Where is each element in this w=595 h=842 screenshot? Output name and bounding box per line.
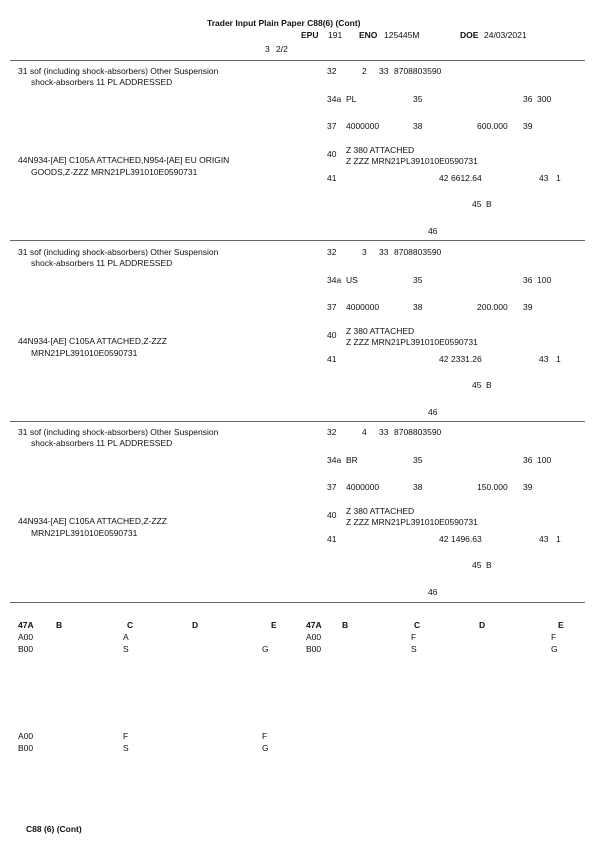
box-40-label: 40 bbox=[327, 149, 337, 159]
box-34a-label: 34a bbox=[327, 455, 342, 465]
tax-header-47a: 47A bbox=[18, 620, 34, 630]
box-45-label: 45 bbox=[472, 380, 482, 390]
box-43-label: 43 bbox=[539, 173, 549, 183]
box-37-label: 37 bbox=[327, 302, 337, 312]
box-43-value: 1 bbox=[556, 534, 561, 544]
box-34a-label: 34a bbox=[327, 275, 342, 285]
description-line-1: 31 sof (including shock-absorbers) Other Suspension bbox=[18, 427, 219, 437]
preference: 100 bbox=[537, 455, 552, 465]
procedure-code: 4000000 bbox=[346, 482, 380, 492]
net-mass: 150.000 bbox=[477, 482, 508, 492]
eno-value: 125445M bbox=[384, 30, 420, 40]
item-number: 2 bbox=[362, 66, 367, 76]
box-32-label: 32 bbox=[327, 427, 337, 437]
procedure-code: 4000000 bbox=[346, 121, 380, 131]
tax-header-c: C bbox=[127, 620, 134, 630]
box-40-line-2: Z ZZZ MRN21PL391010E0590731 bbox=[346, 337, 478, 347]
tax-cell: F bbox=[123, 731, 129, 741]
footer-form-id: C88 (6) (Cont) bbox=[26, 824, 82, 834]
box-33-label: 33 bbox=[379, 66, 389, 76]
epu-label: EPU bbox=[301, 30, 319, 40]
tax-cell: S bbox=[123, 644, 129, 654]
description-line-2: shock-absorbers 11 PL ADDRESSED bbox=[31, 438, 173, 448]
preference: 300 bbox=[537, 94, 552, 104]
box-36-label: 36 bbox=[523, 275, 533, 285]
box-39-label: 39 bbox=[523, 302, 533, 312]
doe-label: DOE bbox=[460, 30, 479, 40]
tax-cell: A00 bbox=[306, 632, 322, 642]
commodity-code: 8708803590 bbox=[394, 427, 442, 437]
tax-cell: F bbox=[262, 731, 268, 741]
item-number: 3 bbox=[362, 247, 367, 257]
item-block bbox=[0, 421, 595, 601]
doe-value: 24/03/2021 bbox=[484, 30, 527, 40]
box-44-line-1: 44N934-[AE] C105A ATTACHED,N954-[AE] EU ORIGIN bbox=[18, 155, 230, 165]
tax-cell: A00 bbox=[18, 731, 34, 741]
tax-cell: G bbox=[262, 743, 269, 753]
box-32-label: 32 bbox=[327, 66, 337, 76]
commodity-code: 8708803590 bbox=[394, 247, 442, 257]
tax-cell: F bbox=[411, 632, 417, 642]
box-35-label: 35 bbox=[413, 455, 423, 465]
box-40-line-1: Z 380 ATTACHED bbox=[346, 506, 415, 516]
tax-cell: G bbox=[551, 644, 558, 654]
box-38-label: 38 bbox=[413, 121, 423, 131]
origin-country: BR bbox=[346, 455, 358, 465]
box-38-label: 38 bbox=[413, 302, 423, 312]
box-42-label: 42 bbox=[439, 173, 449, 183]
box-40-line-1: Z 380 ATTACHED bbox=[346, 326, 415, 336]
tax-cell: F bbox=[551, 632, 557, 642]
box-34a-label: 34a bbox=[327, 94, 342, 104]
item-block bbox=[0, 60, 595, 240]
tax-header-b: B bbox=[56, 620, 63, 630]
description-line-1: 31 sof (including shock-absorbers) Other Suspension bbox=[18, 247, 219, 257]
tax-header-e: E bbox=[271, 620, 277, 630]
tax-cell: S bbox=[123, 743, 129, 753]
tax-header-d: D bbox=[479, 620, 486, 630]
box-44-line-2: MRN21PL391010E0590731 bbox=[31, 528, 138, 538]
box-39-label: 39 bbox=[523, 121, 533, 131]
box-45-value: B bbox=[486, 380, 492, 390]
tax-header-47a: 47A bbox=[306, 620, 322, 630]
tax-cell: B00 bbox=[18, 743, 34, 753]
box-46-label: 46 bbox=[428, 587, 438, 597]
box-43-value: 1 bbox=[556, 354, 561, 364]
box-44-line-1: 44N934-[AE] C105A ATTACHED,Z-ZZZ bbox=[18, 336, 167, 346]
box-43-label: 43 bbox=[539, 534, 549, 544]
box-40-label: 40 bbox=[327, 510, 337, 520]
description-line-2: shock-absorbers 11 PL ADDRESSED bbox=[31, 258, 173, 268]
box-42-label: 42 bbox=[439, 354, 449, 364]
item-value: 6612.64 bbox=[451, 173, 482, 183]
tax-header-e: E bbox=[558, 620, 564, 630]
box-45-label: 45 bbox=[472, 199, 482, 209]
box-40-label: 40 bbox=[327, 330, 337, 340]
box-33-label: 33 bbox=[379, 247, 389, 257]
tax-cell: A00 bbox=[18, 632, 34, 642]
box-41-label: 41 bbox=[327, 354, 337, 364]
box-37-label: 37 bbox=[327, 482, 337, 492]
origin-country: US bbox=[346, 275, 358, 285]
box-39-label: 39 bbox=[523, 482, 533, 492]
description-line-1: 31 sof (including shock-absorbers) Other Suspension bbox=[18, 66, 219, 76]
description-line-2: shock-absorbers 11 PL ADDRESSED bbox=[31, 77, 173, 87]
box-46-label: 46 bbox=[428, 226, 438, 236]
box-36-label: 36 bbox=[523, 455, 533, 465]
box-43-label: 43 bbox=[539, 354, 549, 364]
origin-country: PL bbox=[346, 94, 357, 104]
box-33-label: 33 bbox=[379, 427, 389, 437]
box-32-label: 32 bbox=[327, 247, 337, 257]
procedure-code: 4000000 bbox=[346, 302, 380, 312]
box-40-line-2: Z ZZZ MRN21PL391010E0590731 bbox=[346, 517, 478, 527]
box-41-label: 41 bbox=[327, 173, 337, 183]
tax-cell: A bbox=[123, 632, 129, 642]
epu-value: 191 bbox=[328, 30, 343, 40]
divider bbox=[10, 602, 585, 603]
commodity-code: 8708803590 bbox=[394, 66, 442, 76]
box-44-line-1: 44N934-[AE] C105A ATTACHED,Z-ZZZ bbox=[18, 516, 167, 526]
tax-cell: B00 bbox=[18, 644, 34, 654]
preference: 100 bbox=[537, 275, 552, 285]
item-block bbox=[0, 241, 595, 421]
net-mass: 200.000 bbox=[477, 302, 508, 312]
net-mass: 600.000 bbox=[477, 121, 508, 131]
page-of: 2/2 bbox=[276, 44, 288, 54]
box-41-label: 41 bbox=[327, 534, 337, 544]
box-35-label: 35 bbox=[413, 94, 423, 104]
box-35-label: 35 bbox=[413, 275, 423, 285]
item-value: 2331.26 bbox=[451, 354, 482, 364]
tax-cell: G bbox=[262, 644, 269, 654]
item-number: 4 bbox=[362, 427, 367, 437]
eno-label: ENO bbox=[359, 30, 378, 40]
box-36-label: 36 bbox=[523, 94, 533, 104]
tax-header-c: C bbox=[414, 620, 421, 630]
box-45-value: B bbox=[486, 560, 492, 570]
box-46-label: 46 bbox=[428, 407, 438, 417]
box-44-line-2: MRN21PL391010E0590731 bbox=[31, 348, 138, 358]
box-45-label: 45 bbox=[472, 560, 482, 570]
tax-cell: S bbox=[411, 644, 417, 654]
box-42-label: 42 bbox=[439, 534, 449, 544]
tax-cell: B00 bbox=[306, 644, 322, 654]
box-37-label: 37 bbox=[327, 121, 337, 131]
box-45-value: B bbox=[486, 199, 492, 209]
tax-header-d: D bbox=[192, 620, 199, 630]
form-title: Trader Input Plain Paper C88(6) (Cont) bbox=[207, 18, 361, 28]
box-38-label: 38 bbox=[413, 482, 423, 492]
box-40-line-1: Z 380 ATTACHED bbox=[346, 145, 415, 155]
box-40-line-2: Z ZZZ MRN21PL391010E0590731 bbox=[346, 156, 478, 166]
item-value: 1496.63 bbox=[451, 534, 482, 544]
box-44-line-2: GOODS,Z-ZZZ MRN21PL391010E0590731 bbox=[31, 167, 198, 177]
box-43-value: 1 bbox=[556, 173, 561, 183]
page-number: 3 bbox=[265, 44, 270, 54]
tax-header-b: B bbox=[342, 620, 349, 630]
